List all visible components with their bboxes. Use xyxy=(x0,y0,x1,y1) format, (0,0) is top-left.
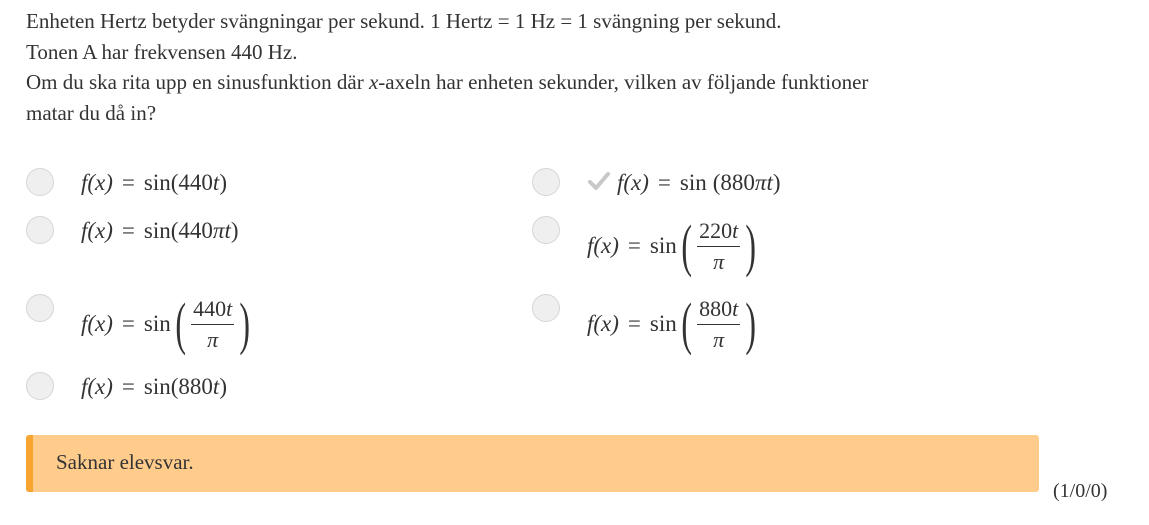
option-f-numerator: 220t xyxy=(697,219,740,247)
question-text xyxy=(26,6,1026,128)
option-b-equals: = xyxy=(121,218,135,243)
option-b-function: sin xyxy=(143,218,171,243)
option-f-formula xyxy=(587,214,761,278)
option-e-formula xyxy=(617,168,781,198)
question-line-2: Tonen A har frekvensen 440 Hz. xyxy=(26,39,298,64)
option-a-function: sin xyxy=(143,170,171,195)
option-g-lhs: f(x) xyxy=(587,311,619,336)
option-f-denominator: π xyxy=(713,248,725,274)
option-e-radio[interactable] xyxy=(532,168,560,196)
option-d-function: sin xyxy=(143,374,171,399)
option-f[interactable] xyxy=(532,213,1012,280)
option-g-formula xyxy=(587,292,761,356)
option-d-formula xyxy=(81,372,227,402)
option-b-formula xyxy=(81,216,239,246)
option-c-right-paren: ) xyxy=(239,291,251,356)
question-line-4: matar du då in? xyxy=(26,100,157,125)
option-g[interactable] xyxy=(532,291,1012,358)
question-line-3 xyxy=(26,67,1026,98)
option-c-left-paren: ( xyxy=(175,291,186,356)
option-e-equals: = xyxy=(657,170,671,195)
option-c[interactable] xyxy=(26,291,506,358)
option-d-radio[interactable] xyxy=(26,372,54,400)
option-f-right-paren: ) xyxy=(745,213,757,278)
option-b-lhs: f(x) xyxy=(81,218,113,243)
score-label: (1/0/0) xyxy=(1053,480,1108,502)
option-a-lhs: f(x) xyxy=(81,170,113,195)
option-d-equals: = xyxy=(121,374,135,399)
option-c-formula xyxy=(81,292,255,356)
option-c-equals: = xyxy=(121,311,135,336)
option-g-radio[interactable] xyxy=(532,294,560,322)
option-d[interactable] xyxy=(26,372,506,408)
check-icon xyxy=(588,171,610,191)
option-c-radio[interactable] xyxy=(26,294,54,322)
question-variable: x xyxy=(368,70,379,94)
feedback-banner xyxy=(26,435,1039,492)
option-g-denominator: π xyxy=(713,326,725,352)
feedback-text: Saknar elevsvar. xyxy=(56,450,194,474)
option-f-radio[interactable] xyxy=(532,216,560,244)
option-a-radio[interactable] xyxy=(26,168,54,196)
option-b[interactable] xyxy=(26,216,506,252)
option-f-lhs: f(x) xyxy=(587,233,619,258)
option-g-right-paren: ) xyxy=(745,291,757,356)
option-f-function: sin xyxy=(649,233,677,258)
option-g-function: sin xyxy=(649,311,677,336)
option-f-fraction xyxy=(697,219,740,274)
option-f-equals: = xyxy=(627,233,641,258)
option-c-denominator: π xyxy=(207,326,219,352)
option-c-lhs: f(x) xyxy=(81,311,113,336)
option-d-argument: (880t) xyxy=(170,374,227,399)
option-a-formula xyxy=(81,168,227,198)
option-e[interactable] xyxy=(532,168,1012,204)
option-g-fraction xyxy=(697,297,740,352)
question-line-3-end: -axeln har enheten sekunder, vilken av följande funktioner xyxy=(378,70,869,94)
option-b-argument: (440πt) xyxy=(170,218,239,243)
question-line-3-start: Om du ska rita upp en sinusfunktion där xyxy=(26,70,369,94)
option-e-lhs: f(x) xyxy=(617,170,649,195)
option-a[interactable] xyxy=(26,168,506,204)
option-e-argument: (880πt) xyxy=(712,170,781,195)
question-line-1: Enheten Hertz betyder svängningar per sekund. 1 Hertz = 1 Hz = 1 svängning per sekund. xyxy=(26,9,782,33)
option-b-radio[interactable] xyxy=(26,216,54,244)
option-e-function: sin xyxy=(679,170,707,195)
option-g-left-paren: ( xyxy=(681,291,692,356)
option-a-argument: (440t) xyxy=(170,170,227,195)
option-c-numerator: 440t xyxy=(191,297,234,325)
option-a-equals: = xyxy=(121,170,135,195)
option-c-function: sin xyxy=(143,311,171,336)
option-f-left-paren: ( xyxy=(681,213,692,278)
option-g-numerator: 880t xyxy=(697,297,740,325)
option-d-lhs: f(x) xyxy=(81,374,113,399)
option-g-equals: = xyxy=(627,311,641,336)
option-c-fraction xyxy=(191,297,234,352)
